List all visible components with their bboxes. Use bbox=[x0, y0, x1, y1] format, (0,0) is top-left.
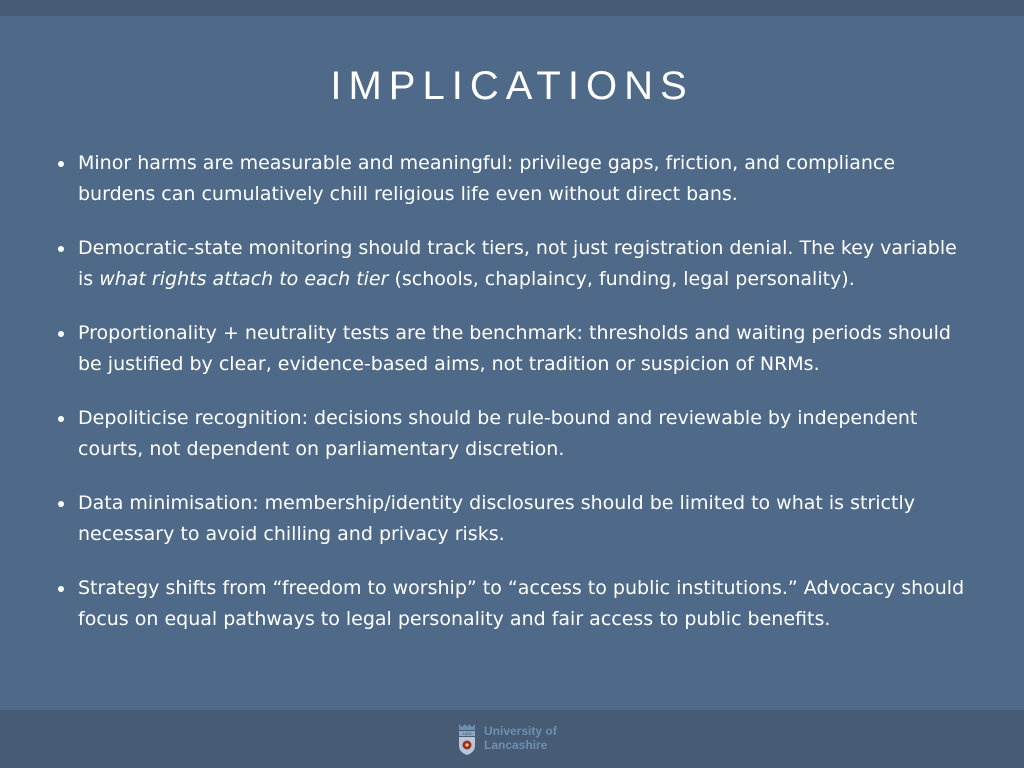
bullet-text: Proportionality + neutrality tests are the benchmark: thresholds and waiting periods should be justified by clear, evidence-based aims, not tradition or suspicion of NRMs. bbox=[78, 322, 951, 375]
bullet-text: Strategy shifts from “freedom to worship” to “access to public institutions.” Advocacy should focus on equal pathways to legal personality and fair access to public benefits. bbox=[78, 577, 965, 630]
logo-line-2: Lancashire bbox=[484, 738, 548, 752]
bullet-item bbox=[56, 148, 976, 210]
bullet-item bbox=[56, 488, 976, 550]
bullet-text: Democratic-state monitoring should track tiers, not just registration denial. The key variable is bbox=[78, 237, 957, 290]
bullet-text: (schools, chaplaincy, funding, legal personality). bbox=[388, 268, 855, 290]
logo-wordmark bbox=[484, 724, 557, 752]
bullet-emphasis: what rights attach to each tier bbox=[99, 268, 389, 290]
slide-title: IMPLICATIONS bbox=[330, 64, 694, 108]
crest-year: 1828 bbox=[462, 731, 472, 736]
top-band bbox=[0, 0, 1024, 16]
crest-icon bbox=[456, 722, 478, 756]
bullet-text: Data minimisation: membership/identity disclosures should be limited to what is strictly necessary to avoid chilling and privacy risks. bbox=[78, 492, 915, 545]
bullet-item bbox=[56, 573, 976, 635]
university-logo bbox=[456, 722, 576, 756]
logo-line-1: University of bbox=[484, 724, 557, 738]
bullet-text: Minor harms are measurable and meaningful: privilege gaps, friction, and compliance burdens can cumulatively chill religious life even without direct bans. bbox=[78, 152, 896, 205]
bullet-item bbox=[56, 403, 976, 465]
slide bbox=[0, 16, 1024, 710]
bullet-item bbox=[56, 233, 976, 295]
footer-band bbox=[0, 710, 1024, 768]
bullet-item bbox=[56, 318, 976, 380]
bullet-text: Depoliticise recognition: decisions should be rule-bound and reviewable by independent courts, not dependent on parliamentary discretion. bbox=[78, 407, 918, 460]
bullet-list bbox=[56, 148, 976, 658]
